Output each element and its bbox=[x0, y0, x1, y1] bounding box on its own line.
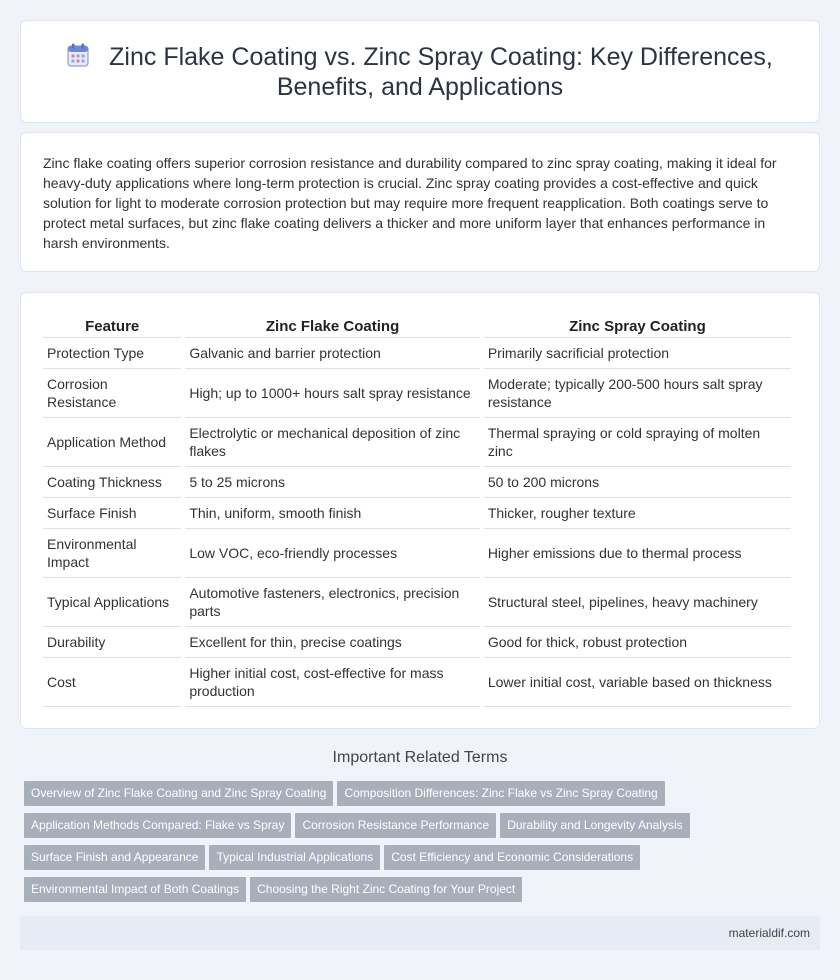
comparison-table bbox=[39, 313, 795, 707]
zinc-flake-cell: Galvanic and barrier protection bbox=[185, 338, 479, 369]
zinc-spray-cell: 50 to 200 microns bbox=[484, 467, 791, 498]
table-row bbox=[43, 338, 791, 369]
title-card bbox=[20, 20, 820, 123]
feature-cell: Typical Applications bbox=[43, 578, 181, 627]
footer-site-link[interactable]: materialdif.com bbox=[728, 926, 810, 940]
zinc-spray-cell: Primarily sacrificial protection bbox=[484, 338, 791, 369]
intro-card bbox=[20, 132, 820, 272]
zinc-spray-cell: Thicker, rougher texture bbox=[484, 498, 791, 529]
zinc-spray-cell: Higher emissions due to thermal process bbox=[484, 529, 791, 578]
calendar-icon bbox=[67, 43, 89, 73]
related-term-tag[interactable]: Environmental Impact of Both Coatings bbox=[24, 877, 246, 902]
zinc-spray-cell: Lower initial cost, variable based on thickness bbox=[484, 658, 791, 707]
table-row bbox=[43, 578, 791, 627]
zinc-flake-cell: Low VOC, eco-friendly processes bbox=[185, 529, 479, 578]
feature-cell: Durability bbox=[43, 627, 181, 658]
related-term-tag[interactable]: Durability and Longevity Analysis bbox=[500, 813, 689, 838]
zinc-flake-cell: Excellent for thin, precise coatings bbox=[185, 627, 479, 658]
table-row bbox=[43, 498, 791, 529]
related-term-tag[interactable]: Application Methods Compared: Flake vs Spray bbox=[24, 813, 291, 838]
related-term-tag[interactable]: Composition Differences: Zinc Flake vs Zinc Spray Coating bbox=[337, 781, 664, 806]
feature-cell: Environmental Impact bbox=[43, 529, 181, 578]
feature-cell: Application Method bbox=[43, 418, 181, 467]
feature-cell: Corrosion Resistance bbox=[43, 369, 181, 418]
zinc-flake-cell: 5 to 25 microns bbox=[185, 467, 479, 498]
zinc-flake-cell: High; up to 1000+ hours salt spray resistance bbox=[185, 369, 479, 418]
header-zinc-spray: Zinc Spray Coating bbox=[484, 313, 791, 338]
related-term-tag[interactable]: Typical Industrial Applications bbox=[209, 845, 380, 870]
header-zinc-flake: Zinc Flake Coating bbox=[185, 313, 479, 338]
footer bbox=[20, 916, 820, 950]
zinc-spray-cell: Good for thick, robust protection bbox=[484, 627, 791, 658]
table-row bbox=[43, 658, 791, 707]
feature-cell: Protection Type bbox=[43, 338, 181, 369]
table-header-row bbox=[43, 313, 791, 338]
page-title bbox=[67, 43, 773, 101]
related-term-tag[interactable]: Overview of Zinc Flake Coating and Zinc Spray Coating bbox=[24, 781, 333, 806]
related-terms-list bbox=[24, 781, 804, 909]
zinc-spray-cell: Thermal spraying or cold spraying of molten zinc bbox=[484, 418, 791, 467]
zinc-flake-cell: Higher initial cost, cost-effective for mass production bbox=[185, 658, 479, 707]
zinc-spray-cell: Structural steel, pipelines, heavy machinery bbox=[484, 578, 791, 627]
table-row bbox=[43, 418, 791, 467]
related-term-tag[interactable]: Cost Efficiency and Economic Considerations bbox=[384, 845, 640, 870]
zinc-spray-cell: Moderate; typically 200-500 hours salt spray resistance bbox=[484, 369, 791, 418]
zinc-flake-cell: Electrolytic or mechanical deposition of zinc flakes bbox=[185, 418, 479, 467]
feature-cell: Surface Finish bbox=[43, 498, 181, 529]
related-terms-title: Important Related Terms bbox=[332, 749, 508, 766]
zinc-flake-cell: Thin, uniform, smooth finish bbox=[185, 498, 479, 529]
header-feature: Feature bbox=[43, 313, 181, 338]
table-row bbox=[43, 467, 791, 498]
title-line-2: Benefits, and Applications bbox=[276, 72, 564, 101]
related-term-tag[interactable]: Choosing the Right Zinc Coating for Your Project bbox=[250, 877, 522, 902]
zinc-flake-cell: Automotive fasteners, electronics, precision parts bbox=[185, 578, 479, 627]
comparison-card bbox=[20, 292, 820, 729]
table-row bbox=[43, 627, 791, 658]
table-row bbox=[43, 529, 791, 578]
intro-paragraph: Zinc flake coating offers superior corrosion resistance and durability compared to zinc spray coating, making it ideal for heavy-duty applications where long-term protection is crucial. Zinc spray coating provides a cost-effective and quick solution for light to moderate corrosion protection but may require more frequent reapplication. Both coatings serve to protect metal surfaces, but zinc flake coating delivers a thicker and more uniform layer that enhances performance in harsh environments. bbox=[43, 155, 777, 251]
related-term-tag[interactable]: Surface Finish and Appearance bbox=[24, 845, 205, 870]
feature-cell: Cost bbox=[43, 658, 181, 707]
title-line-1: Zinc Flake Coating vs. Zinc Spray Coating: Key Differences, bbox=[109, 42, 773, 71]
table-row bbox=[43, 369, 791, 418]
related-term-tag[interactable]: Corrosion Resistance Performance bbox=[295, 813, 496, 838]
feature-cell: Coating Thickness bbox=[43, 467, 181, 498]
